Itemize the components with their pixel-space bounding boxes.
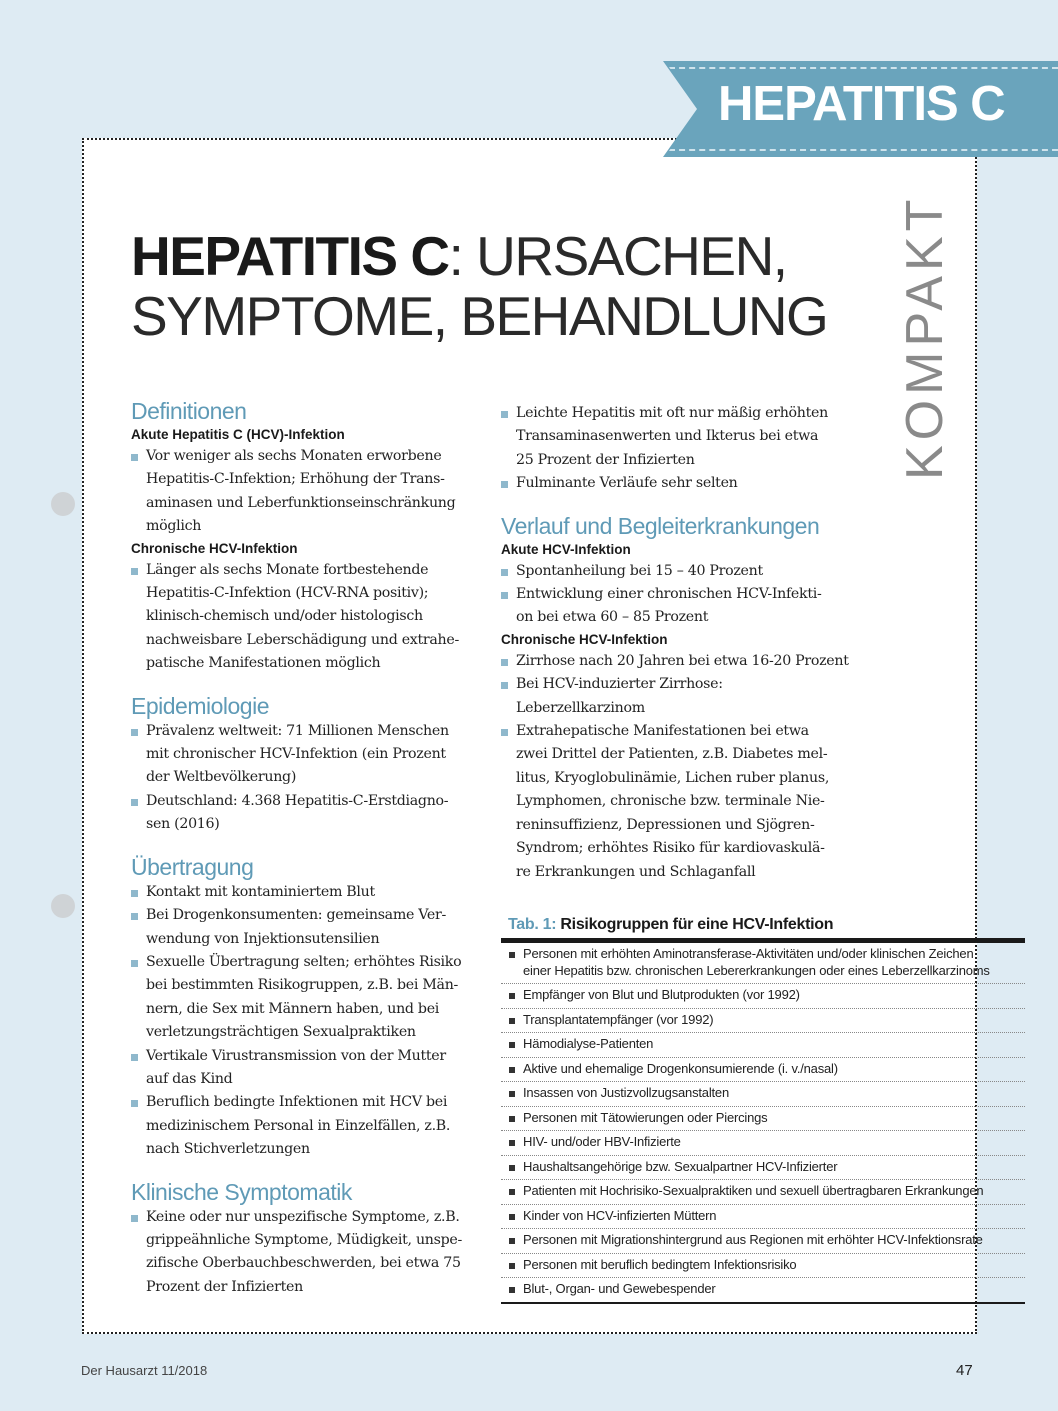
list-item: Beruflich bedingte Infektionen mit HCV bei medizinischem Personal in Einzelfällen, z.B. nach Stichverletzungen — [131, 1091, 481, 1161]
list-item: Keine oder nur unspezifische Symptome, z.B. grippeähnliche Symptome, Müdigkeit, unspe- zifische Oberbauchbeschwerden, bei etwa 75 Prozent der Infizierten — [131, 1206, 481, 1300]
list-item: Kontakt mit kontaminiertem Blut — [131, 881, 481, 904]
table-row: Aktive und ehemalige Drogenkonsumierende (i. v./nasal) — [501, 1058, 1025, 1083]
title-line-2: SYMPTOME, BEHANDLUNG — [131, 285, 828, 347]
table-row: Blut-, Organ- und Gewebespender — [501, 1278, 1025, 1304]
punch-hole-bottom — [51, 894, 75, 918]
section-heading: Verlauf und Begleiterkrankungen — [501, 512, 820, 539]
table-row: Transplantatempfänger (vor 1992) — [501, 1009, 1025, 1034]
right-intro-list — [501, 402, 851, 496]
subheading: Chronische HCV-Infektion — [501, 631, 668, 647]
footer-publication: Der Hausarzt 11/2018 — [81, 1363, 208, 1378]
list-item: Länger als sechs Monate fortbestehende Hepatitis-C-Infektion (HCV-RNA positiv); klinisch-chemisch und/oder histologisch nachweisbare Leberschädigung und extrahe- patische Manifestationen möglich — [131, 559, 481, 676]
list-item: Bei HCV-induzierter Zirrhose: Leberzellkarzinom — [501, 673, 851, 720]
bullet-list — [501, 560, 851, 630]
section-heading: Epidemiologie — [131, 692, 269, 719]
table-row: Personen mit Migrationshintergrund aus Regionen mit erhöhter HCV-Infektionsrate — [501, 1229, 1025, 1254]
list-item: Extrahepatische Manifestationen bei etwa zwei Drittel der Patienten, z.B. Diabetes mel- litus, Kryoglobulinämie, Lichen ruber planus, Lymphomen, chronische bzw. terminale Nie- reninsuffizienz, Depressionen und Sjögren- Syndrom; erhöhtes Risiko für kardiovaskulä- re Erkrankungen und Schlaganfall — [501, 720, 851, 884]
table-row: Personen mit Tätowierungen oder Piercings — [501, 1107, 1025, 1132]
right-sections — [501, 512, 851, 884]
list-item: Spontanheilung bei 15 – 40 Prozent — [501, 560, 851, 583]
list-item: Deutschland: 4.368 Hepatitis-C-Erstdiagno- sen (2016) — [131, 790, 481, 837]
bullet-list — [131, 720, 481, 837]
list-item: Prävalenz weltweit: 71 Millionen Menschen mit chronischer HCV-Infektion (ein Prozent der Weltbevölkerung) — [131, 720, 481, 790]
table-row: Insassen von Justizvollzugsanstalten — [501, 1082, 1025, 1107]
table-body — [501, 943, 1025, 1304]
table-row: Patienten mit Hochrisiko-Sexualpraktiken und sexuell übertragbaren Erkrankungen — [501, 1180, 1025, 1205]
right-column — [501, 402, 851, 884]
risk-table — [501, 912, 1025, 1304]
bullet-list — [131, 445, 481, 539]
title-bold: HEPATITIS C — [131, 225, 449, 287]
bullet-list — [131, 881, 481, 1162]
section-heading: Klinische Symptomatik — [131, 1178, 352, 1205]
table-row: Personen mit beruflich bedingtem Infektionsrisiko — [501, 1254, 1025, 1279]
left-column — [131, 397, 481, 1299]
table-caption-number: Tab. 1: — [508, 916, 557, 933]
list-item: Entwicklung einer chronischen HCV-Infekti- on bei etwa 60 – 85 Prozent — [501, 583, 851, 630]
bullet-list — [131, 559, 481, 676]
table-row: HIV- und/oder HBV-Infizierte — [501, 1131, 1025, 1156]
list-item: Sexuelle Übertragung selten; erhöhtes Risiko bei bestimmten Risikogruppen, z.B. bei Män- nern, die Sex mit Männern haben, und bei verletzungsträchtigen Sexualpraktiken — [131, 951, 481, 1045]
banner-label: HEPATITIS C — [718, 77, 1005, 131]
bullet-list — [131, 1206, 481, 1300]
title-rest: : URSACHEN, — [448, 225, 787, 287]
list-item: Leichte Hepatitis mit oft nur mäßig erhöhten Transaminasenwerten und Ikterus bei etwa 25 Prozent der Infizierten — [501, 402, 851, 472]
list-item: Bei Drogenkonsumenten: gemeinsame Ver- wendung von Injektionsutensilien — [131, 904, 481, 951]
table-row: Empfänger von Blut und Blutprodukten (vor 1992) — [501, 984, 1025, 1009]
bullet-list — [501, 650, 851, 884]
punch-hole-top — [51, 492, 75, 516]
table-caption — [501, 912, 1025, 938]
table-row: Hämodialyse-Patienten — [501, 1033, 1025, 1058]
table-row: Kinder von HCV-infizierten Müttern — [501, 1205, 1025, 1230]
list-item: Zirrhose nach 20 Jahren bei etwa 16-20 Prozent — [501, 650, 851, 673]
subheading: Akute Hepatitis C (HCV)-Infektion — [131, 427, 345, 442]
page-number: 47 — [956, 1362, 973, 1379]
title-line-1 — [131, 226, 827, 286]
subheading: Akute HCV-Infektion — [501, 541, 631, 557]
section-heading: Übertragung — [131, 853, 254, 880]
list-item: Fulminante Verläufe sehr selten — [501, 472, 851, 495]
list-item: Vertikale Virustransmission von der Mutter auf das Kind — [131, 1045, 481, 1092]
subheading: Chronische HCV-Infektion — [131, 540, 298, 556]
page-title — [131, 226, 827, 346]
section-heading: Definitionen — [131, 398, 247, 424]
table-row: Haushaltsangehörige bzw. Sexualpartner HCV-Infizierter — [501, 1156, 1025, 1181]
table-row: Personen mit erhöhten Aminotransferase-Aktivitäten und/oder klinischen Zeichen einer Hepatitis bzw. chronischen Lebererkrankungen oder eines Leberzellkarzinoms — [501, 943, 1025, 984]
list-item: Vor weniger als sechs Monaten erworbene Hepatitis-C-Infektion; Erhöhung der Trans- aminasen und Leberfunktionseinschränkung möglich — [131, 445, 481, 539]
table-caption-text: Risikogruppen für eine HCV-Infektion — [556, 916, 834, 933]
side-label: KOMPAKT — [896, 194, 954, 480]
